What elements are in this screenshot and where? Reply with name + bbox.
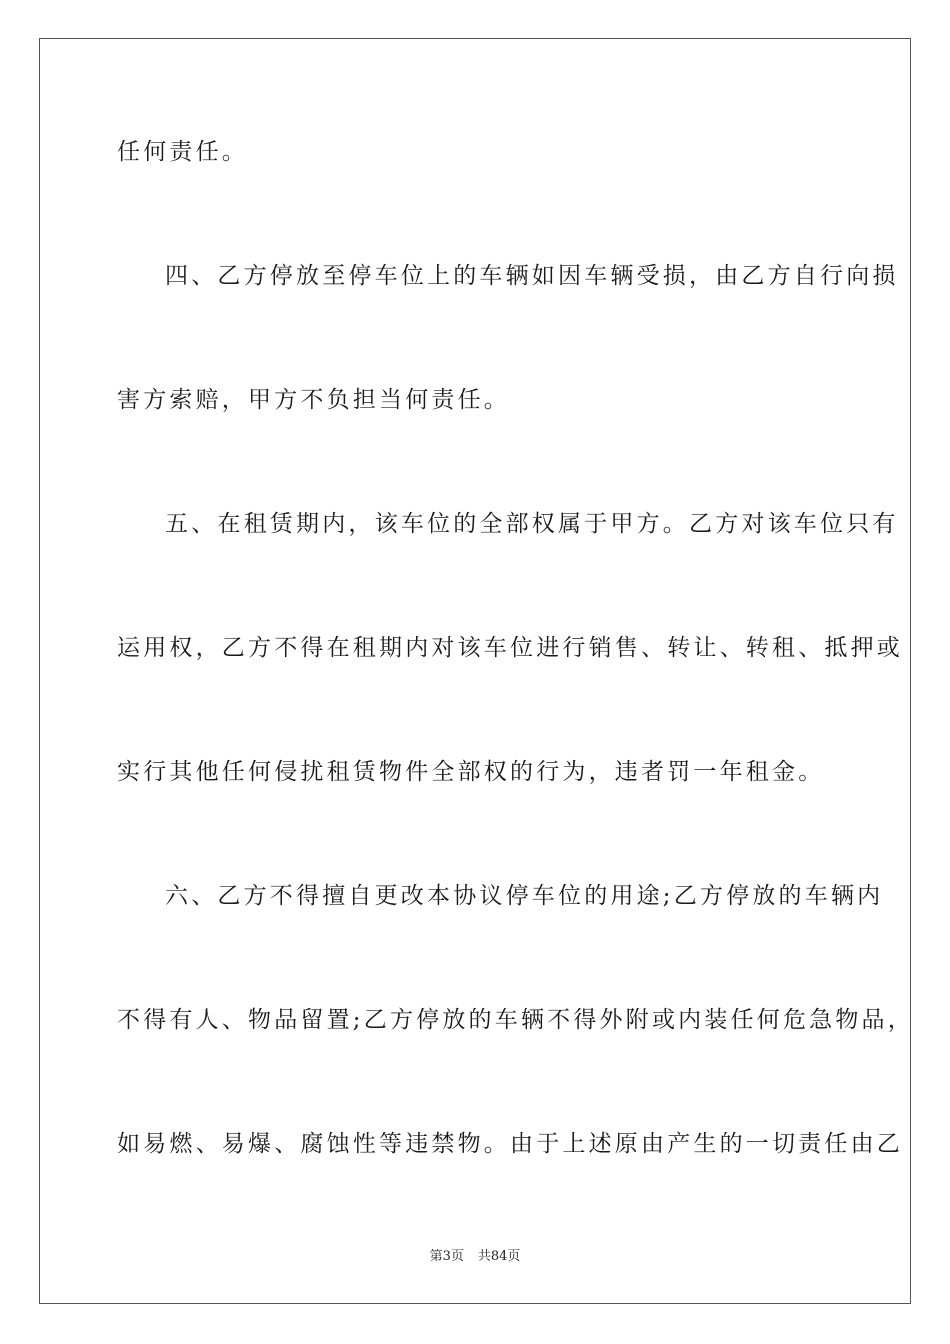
paragraph-line: 任何责任。 [117, 139, 248, 165]
paragraph-line: 害方索赔，甲方不负担当何责任。 [117, 387, 510, 413]
paragraph-line: 运用权，乙方不得在租期内对该车位进行销售、转让、转租、抵押或 [117, 635, 903, 661]
paragraph-line: 五、在租赁期内，该车位的全部权属于甲方。乙方对该车位只有 [165, 511, 899, 537]
paragraph-line: 四、乙方停放至停车位上的车辆如因车辆受损，由乙方自行向损 [165, 263, 899, 289]
page-footer [0, 1248, 950, 1266]
total-pages: 共84页 [477, 1249, 521, 1264]
paragraph-line: 实行其他任何侵扰租赁物件全部权的行为，违者罚一年租金。 [117, 759, 825, 785]
page-border [39, 38, 914, 1304]
paragraph-line: 不得有人、物品留置;乙方停放的车辆不得外附或内装任何危急物品， [117, 1007, 914, 1033]
page-number: 第3页 [429, 1249, 464, 1264]
paragraph-line: 如易燃、易爆、腐蚀性等违禁物。由于上述原由产生的一切责任由乙 [117, 1131, 903, 1157]
paragraph-line: 六、乙方不得擅自更改本协议停车位的用途;乙方停放的车辆内 [165, 883, 884, 909]
